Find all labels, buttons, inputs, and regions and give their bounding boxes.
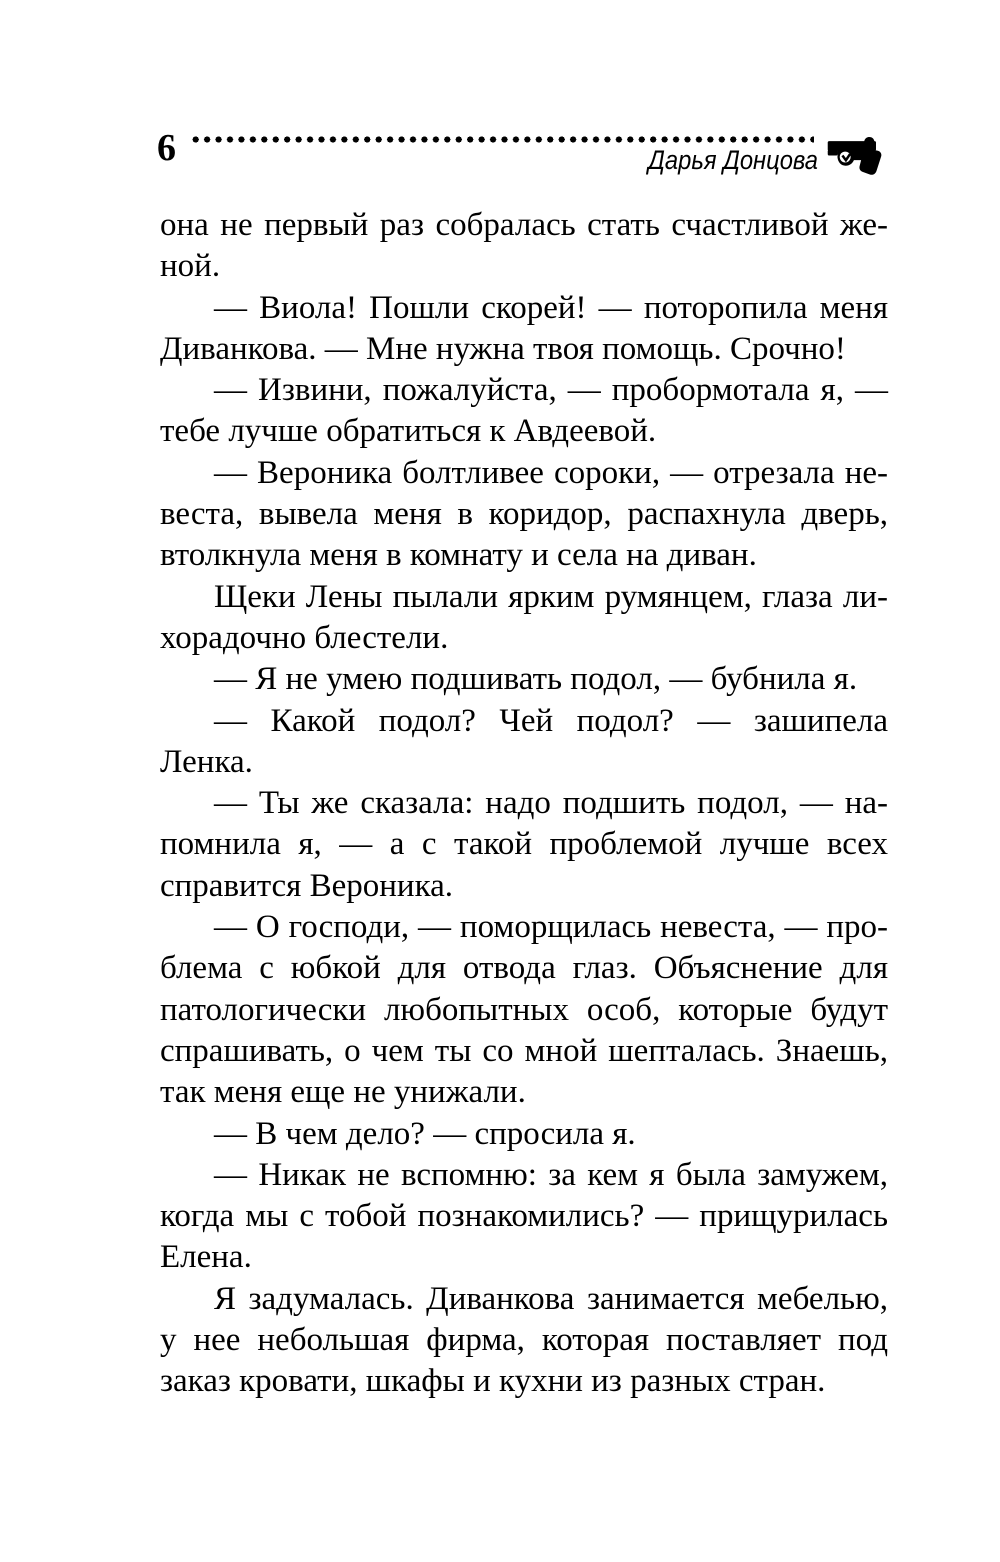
text-line: — В чем дело? — спросила я.: [214, 1115, 636, 1152]
text-line: Щеки Лены пылали ярким румянцем, глаза ли-: [214, 578, 888, 615]
page-number: 6: [157, 127, 176, 169]
running-head-author: Дарья Донцова: [648, 145, 818, 175]
text-line: Елена.: [160, 1239, 252, 1276]
text-line: ной.: [160, 248, 221, 285]
text-line: — Извини, пожалуйста, — пробормотала я, —: [214, 372, 888, 409]
text-line: — Я не умею подшивать подол, — бубнила я.: [214, 661, 858, 698]
text-line: блема с юбкой для отвода глаз. Объяснение для: [160, 950, 888, 987]
text-line: веста, вывела меня в коридор, распахнула дверь,: [160, 496, 888, 533]
text-line: — О господи, — поморщилась невеста, — про-: [214, 909, 888, 946]
text-line: Диванкова. — Мне нужна твоя помощь. Срочно!: [160, 330, 846, 367]
text-line: — Ты же сказала: надо подшить подол, — на-: [214, 785, 888, 822]
text-line: Ленка.: [160, 743, 253, 780]
text-line: патологически любопытных особ, которые будут: [160, 991, 888, 1028]
text-line: — Виола! Пошли скорей! — поторопила меня: [214, 289, 888, 326]
text-line: так меня еще не унижали.: [160, 1074, 526, 1111]
text-line: хорадочно блестели.: [160, 619, 449, 656]
text-line: — Вероника болтливее сороки, — отрезала не-: [214, 454, 888, 491]
text-line: справится Вероника.: [160, 867, 454, 904]
text-line: Я задумалась. Диванкова занимается мебелью,: [214, 1280, 888, 1317]
text-line: втолкнула меня в комнату и села на диван.: [160, 537, 757, 574]
text-line: — Никак не вспомню: за кем я была замужем,: [214, 1156, 888, 1193]
text-line: заказ кровати, шкафы и кухни из разных стран.: [160, 1363, 826, 1400]
text-line: тебе лучше обратиться к Авдеевой.: [160, 413, 657, 450]
text-line: когда мы с тобой познакомились? — прищурилась: [160, 1198, 888, 1235]
text-line: помнила я, — а с такой проблемой лучше всех: [160, 826, 888, 863]
text-line: спрашивать, о чем ты со мной шепталась. Знаешь,: [160, 1032, 888, 1069]
text-line: она не первый раз собралась стать счастливой же-: [160, 207, 888, 243]
page-text: [160, 205, 888, 1403]
text-line: — Какой подол? Чей подол? — зашипела: [214, 702, 888, 739]
revolver-icon: [827, 137, 887, 175]
dotted-separator: [190, 135, 814, 144]
text-line: у нее небольшая фирма, которая поставляет под: [160, 1322, 888, 1359]
